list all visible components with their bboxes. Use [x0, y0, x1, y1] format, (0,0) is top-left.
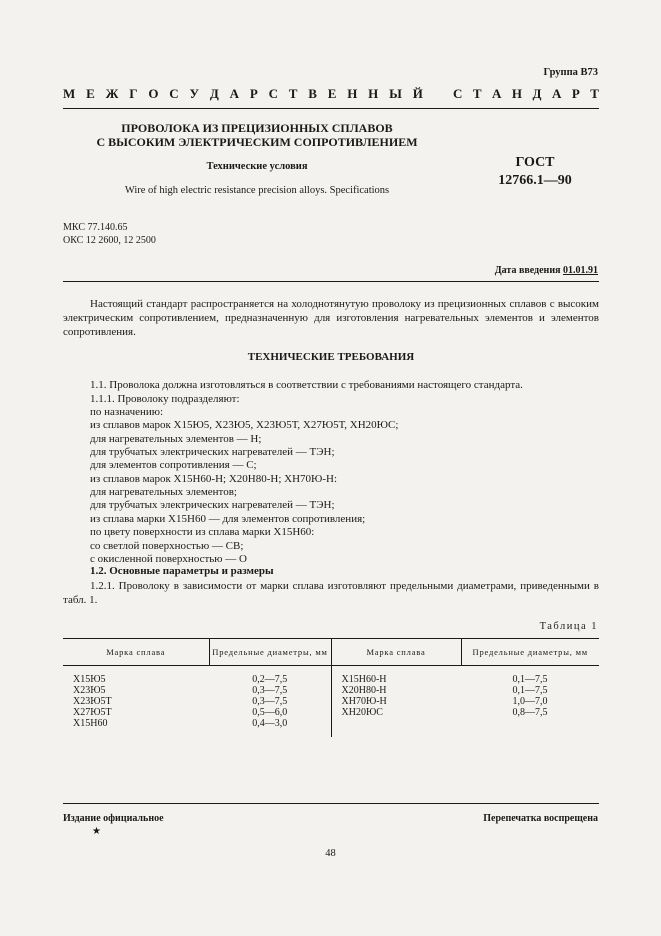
banner-letter: Д	[532, 86, 542, 101]
date-label: Дата введения	[494, 265, 561, 276]
banner-letter: Й	[412, 86, 423, 101]
banner-letter: Т	[472, 86, 482, 101]
grade-value: ХН20ЮС	[341, 707, 383, 718]
diameter-range: 0,1—7,5	[512, 674, 548, 685]
requirement-line: из сплава марки Х15Н60 — для элементов сопротивления;	[90, 513, 366, 525]
diameter-range: 0,1—7,5	[512, 685, 548, 696]
standard-banner	[63, 86, 599, 102]
requirement-line: по цвету поверхности из сплава марки Х15Н60:	[90, 526, 315, 538]
date-rule	[63, 281, 599, 282]
group-code: Группа В73	[543, 67, 598, 78]
requirement-line: с окисленной поверхностью — О	[90, 553, 247, 565]
banner-letter: Ж	[105, 86, 119, 101]
grade-value: Х15Ю5	[73, 674, 106, 685]
banner-letter: Т	[288, 86, 298, 101]
banner-letter: С	[453, 86, 463, 101]
banner-letter: О	[148, 86, 159, 101]
diameter-range: 0,2—7,5	[252, 674, 288, 685]
header-diam-right: Предельные диаметры, мм	[461, 639, 599, 666]
banner-word-standard	[453, 86, 599, 102]
requirement-line: 1.1.1. Проволоку подразделяют:	[90, 393, 240, 405]
banner-letter: А	[551, 86, 562, 101]
table-caption: Таблица 1	[539, 621, 598, 632]
banner-letter: А	[229, 86, 239, 101]
grade-value: Х15Н60	[73, 718, 108, 729]
diameter-range: 0,3—7,5	[252, 696, 288, 707]
requirement-line: по назначению:	[90, 406, 164, 418]
star-icon: ★	[92, 826, 101, 837]
requirement-line: для трубчатых электрических нагревателей — ТЭН;	[90, 446, 335, 458]
subsection-title: 1.2. Основные параметры и размеры	[90, 565, 274, 577]
reprint-prohibited: Перепечатка воспрещена	[483, 813, 598, 824]
right-grades-cell	[331, 666, 461, 738]
banner-letter: Е	[327, 86, 337, 101]
banner-rule	[63, 108, 599, 109]
document-title-line1: ПРОВОЛОКА ИЗ ПРЕЦИЗИОННЫХ СПЛАВОВ	[121, 121, 393, 135]
banner-letter: Д	[209, 86, 219, 101]
banner-letter: В	[308, 86, 317, 101]
header-grade-left: Марка сплава	[63, 639, 209, 666]
right-ranges-cell	[461, 666, 599, 738]
gost-label: ГОСТ	[515, 155, 555, 170]
banner-letter: У	[189, 86, 200, 101]
banner-letter: Т	[590, 86, 599, 101]
requirement-line: для нагревательных элементов — Н;	[90, 433, 262, 445]
requirement-line: для элементов сопротивления — С;	[90, 459, 257, 471]
diameters-table	[63, 638, 599, 737]
left-ranges-cell	[209, 666, 331, 738]
page-number: 48	[325, 848, 336, 859]
banner-letter: Н	[368, 86, 379, 101]
grade-value: Х23Ю5Т	[73, 696, 112, 707]
banner-letter: Г	[129, 86, 138, 101]
requirement-line: со светлой поверхностью — СВ;	[90, 540, 244, 552]
introduction-date	[495, 265, 598, 276]
table-header-row	[63, 639, 599, 666]
diameter-range: 0,4—3,0	[252, 718, 288, 729]
banner-letter: Р	[249, 86, 258, 101]
banner-letter: Н	[511, 86, 523, 101]
intro-paragraph: Настоящий стандарт распространяется на холоднотянутую проволоку из прецизионных сплавов с высоким электрическим сопротивлением, предназначенную для изготовления нагревательных элементов и элементов сопротивления.	[63, 298, 599, 338]
document-subtitle: Технические условия	[206, 161, 308, 172]
diameter-range: 0,3—7,5	[252, 685, 288, 696]
requirement-line: из сплавов марок Х15Н60-Н; Х20Н80-Н; ХН70Ю-Н:	[90, 473, 338, 485]
grade-value: Х23Ю5	[73, 685, 106, 696]
diameter-range: 1,0—7,0	[512, 696, 548, 707]
grade-value: Х15Н60-Н	[341, 674, 387, 685]
official-edition: Издание официальное	[63, 813, 164, 824]
left-grades-cell	[63, 666, 209, 738]
requirement-line: из сплавов марок Х15Ю5, Х23Ю5, Х23Ю5Т, Х27Ю5Т, ХН20ЮС;	[90, 419, 399, 431]
table-row	[63, 666, 599, 738]
mks-code: МКС 77.140.65	[63, 222, 128, 233]
requirement-line: 1.1. Проволока должна изготовляться в соответствии с требованиями настоящего стандарта.	[90, 379, 523, 391]
banner-letter: Е	[86, 86, 95, 101]
english-title: Wire of high electric resistance precision alloys. Specifications	[124, 185, 390, 196]
section-title: ТЕХНИЧЕСКИЕ ТРЕБОВАНИЯ	[247, 351, 415, 363]
gost-number: 12766.1—90	[498, 173, 572, 188]
banner-letter: Н	[347, 86, 358, 101]
banner-letter: Ы	[389, 86, 402, 101]
header-diam-left: Предельные диаметры, мм	[209, 639, 331, 666]
grade-value: Х27Ю5Т	[73, 707, 112, 718]
oks-code: ОКС 12 2600, 12 2500	[63, 235, 156, 246]
diameter-range: 0,5—6,0	[252, 707, 288, 718]
document-title-line2: С ВЫСОКИМ ЭЛЕКТРИЧЕСКИМ СОПРОТИВЛЕНИЕМ	[96, 135, 418, 149]
header-grade-right: Марка сплава	[331, 639, 461, 666]
banner-word-interstate	[63, 86, 423, 102]
grade-value: Х20Н80-Н	[341, 685, 387, 696]
banner-letter: М	[63, 86, 76, 101]
banner-letter: С	[268, 86, 278, 101]
banner-letter: Р	[571, 86, 580, 101]
grade-value: ХН70Ю-Н	[341, 696, 387, 707]
diameter-range: 0,8—7,5	[512, 707, 548, 718]
banner-letter: С	[169, 86, 179, 101]
date-value: 01.01.91	[563, 265, 598, 276]
requirement-line: для нагревательных элементов;	[90, 486, 237, 498]
requirement-line: для трубчатых электрических нагревателей — ТЭН;	[90, 499, 335, 511]
paragraph-1-2-1: 1.2.1. Проволоку в зависимости от марки сплава изготовляют предельными диаметрами, приведенными в табл. 1.	[63, 580, 599, 606]
footer-rule	[63, 803, 599, 804]
banner-letter: А	[492, 86, 502, 101]
